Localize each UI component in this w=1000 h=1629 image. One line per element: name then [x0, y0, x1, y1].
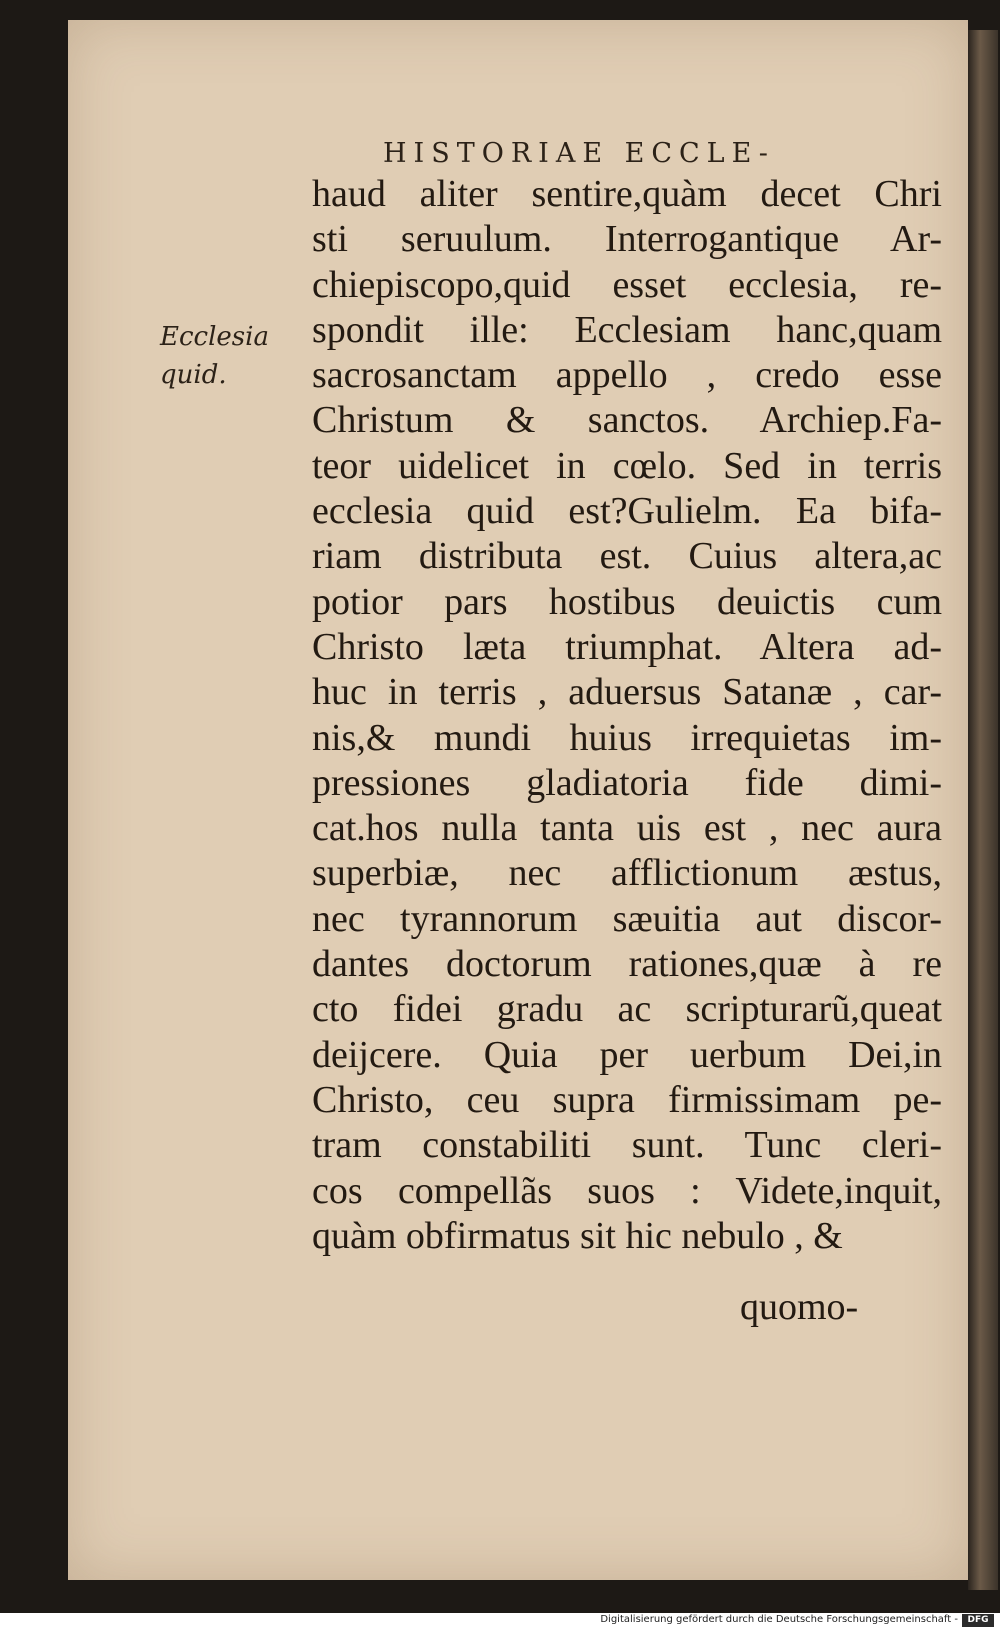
text-line: cos compellãs suos : Videte,inquit, — [312, 1169, 942, 1212]
text-line: Christo læta triumphat. Altera ad- — [312, 625, 942, 668]
text-line: Christo, ceu supra firmissimam pe- — [312, 1078, 942, 1121]
text-line: spondit ille: Ecclesiam hanc,quam — [312, 308, 942, 351]
text-line: chiepiscopo,quid esset ecclesia, re- — [312, 263, 942, 306]
text-line: huc in terris , aduersus Satanæ , car- — [312, 671, 942, 714]
text-line: ecclesia quid est?Gulielm. Ea bifa- — [312, 490, 942, 533]
digitization-credit: Digitalisierung gefördert durch die Deutsche Forschungsgemeinschaft - — [600, 1614, 958, 1625]
dfg-logo-icon: DFG — [962, 1614, 994, 1627]
margin-note-line: quid. — [160, 360, 227, 390]
catchword: quomo- — [740, 1286, 859, 1328]
text-line: dantes doctorum rationes,quæ à re — [312, 943, 942, 986]
page-edge — [968, 30, 998, 1590]
text-line: superbiæ, nec afflictionum æstus, — [312, 852, 942, 895]
text-line: pressiones gladiatoria fide dimi- — [312, 761, 942, 804]
running-head: HISTORIAE ECCLE- — [383, 138, 775, 169]
text-line: deijcere. Quia per uerbum Dei,in — [312, 1033, 942, 1076]
text-line: potior pars hostibus deuictis cum — [312, 580, 942, 623]
text-line: riam distributa est. Cuius altera,ac — [312, 535, 942, 578]
body-text — [312, 172, 942, 1259]
text-line: Christum & sanctos. Archiep.Fa- — [312, 399, 942, 442]
text-line: nis,& mundi huius irrequietas im- — [312, 716, 942, 759]
text-line: haud aliter sentire,quàm decet Chri — [312, 173, 942, 215]
text-line: quàm obfirmatus sit hic nebulo , & — [312, 1214, 843, 1257]
text-line: sacrosanctam appello , credo esse — [312, 354, 942, 397]
margin-note-line: Ecclesia — [160, 322, 269, 352]
text-line: teor uidelicet in cœlo. Sed in terris — [312, 444, 942, 487]
text-line: cat.hos nulla tanta uis est , nec aura — [312, 807, 942, 850]
margin-note — [160, 318, 280, 394]
text-line: nec tyrannorum sæuitia aut discor- — [312, 897, 942, 940]
text-line: cto fidei gradu ac scripturarũ,queat — [312, 988, 942, 1031]
text-line: sti seruulum. Interrogantique Ar- — [312, 218, 942, 261]
text-line: tram constabiliti sunt. Tunc cleri- — [312, 1124, 942, 1167]
